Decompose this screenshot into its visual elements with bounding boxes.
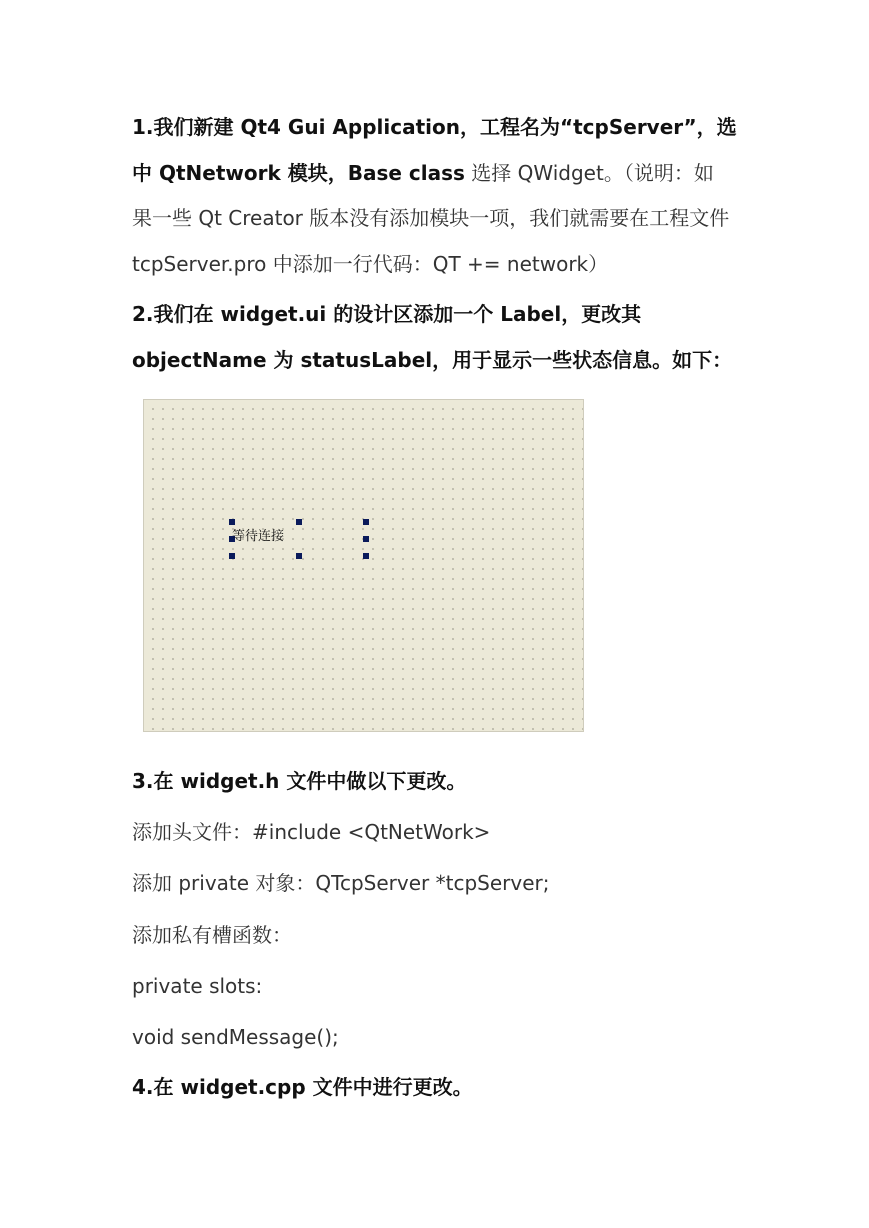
- text: statusLabel: [300, 348, 433, 372]
- step3-item: 添加私有槽函数：: [132, 923, 292, 947]
- text: 3.: [132, 769, 154, 793]
- step1-line4: tcpServer.pro 中添加一行代码：QT += network）: [132, 252, 609, 276]
- text: 选择 QWidget。（说明：如: [464, 161, 714, 185]
- text: ，选: [696, 115, 737, 139]
- step3-item: void sendMessage();: [132, 1025, 339, 1049]
- text: 在: [153, 1075, 181, 1099]
- text: 文件中进行更改。: [305, 1075, 473, 1099]
- text: ，用于显示一些状态信息。如下：: [432, 348, 733, 372]
- text: widget.h: [180, 769, 280, 793]
- selection-handle-middle-right[interactable]: [363, 536, 369, 542]
- text: 模块，: [280, 161, 348, 185]
- text: Label: [500, 302, 562, 326]
- text: 我们在: [153, 302, 221, 326]
- text: objectName: [132, 348, 267, 372]
- step3-item: private slots:: [132, 974, 263, 998]
- text: 2.: [132, 302, 154, 326]
- text: widget.ui: [220, 302, 327, 326]
- step3-item: 添加 private 对象：QTcpServer *tcpServer;: [132, 871, 550, 895]
- step1-line1: [132, 113, 737, 141]
- text: “tcpServer”: [559, 115, 697, 139]
- selection-handle-bottom-center[interactable]: [296, 553, 302, 559]
- step2-line1: [132, 300, 641, 328]
- text: 文件中做以下更改。: [279, 769, 467, 793]
- step3-heading: [132, 767, 466, 795]
- text: QtNetwork: [158, 161, 281, 185]
- selection-handle-top-right[interactable]: [363, 519, 369, 525]
- text: 中: [132, 161, 159, 185]
- step1-line2: [132, 159, 714, 187]
- text: ，更改其: [561, 302, 642, 326]
- selection-handle-top-left[interactable]: [229, 519, 235, 525]
- step3-item: 添加头文件：#include <QtNetWork>: [132, 820, 491, 844]
- text: ，工程名为: [459, 115, 560, 139]
- selection-handle-bottom-right[interactable]: [363, 553, 369, 559]
- step-number: 1.: [132, 115, 154, 139]
- step1-line3: 果一些 Qt Creator 版本没有添加模块一项，我们就需要在工程文件: [132, 206, 730, 230]
- text: 为: [266, 348, 301, 372]
- text: 4.: [132, 1075, 154, 1099]
- selection-handle-bottom-left[interactable]: [229, 553, 235, 559]
- step2-line2: [132, 346, 732, 374]
- text: Base class: [347, 161, 465, 185]
- step4-heading: [132, 1073, 473, 1101]
- text: widget.cpp: [180, 1075, 306, 1099]
- text: 的设计区添加一个: [326, 302, 501, 326]
- text: 我们新建: [153, 115, 241, 139]
- selection-handle-top-center[interactable]: [296, 519, 302, 525]
- status-label[interactable]: 等待连接: [232, 529, 285, 544]
- text: Qt4 Gui Application: [240, 115, 460, 139]
- text: 在: [153, 769, 181, 793]
- designer-form-canvas: [143, 399, 584, 732]
